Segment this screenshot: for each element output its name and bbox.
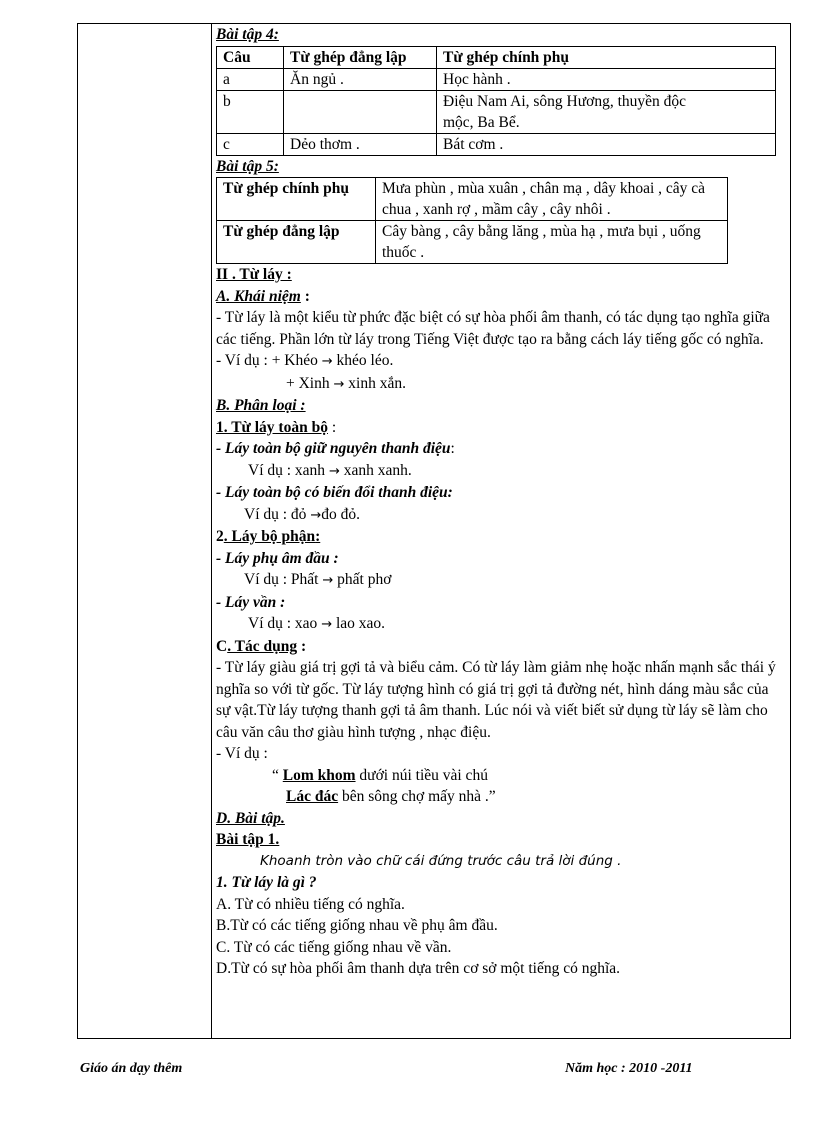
table-header-row [217,46,776,68]
bt5-table [216,177,728,264]
example-line [216,350,786,373]
subtype-heading: - Láy toàn bộ có biến đổi thanh điệu: [216,484,453,501]
subheading: . Láy bộ phận [223,528,316,545]
poem-line [216,765,786,787]
arrow-icon: → [321,354,333,369]
subheading-number: C [216,637,228,655]
example-source: Ví dụ : xao [248,615,318,632]
arrow-icon: → [321,617,333,632]
col-header-cau: Câu [217,46,284,68]
bt4-title: Bài tập 4: [216,26,279,43]
left-column [78,24,212,1038]
row-value: Cây bàng , cây bằng lăng , mùa hạ , mưa bụi , uống thuốc . [376,221,728,264]
bt5-title: Bài tập 5: [216,157,279,175]
subheading: 1. Từ láy toàn bộ [216,418,328,436]
instruction: Khoanh tròn vào chữ cái đứng trước câu trả lời đúng . [260,852,622,869]
cell-cau: c [217,133,284,155]
row-value: Mưa phùn , mùa xuân , chân mạ , dây khoai , cây cà chua , xanh rợ , mầm cây , cây nhôi . [376,178,728,221]
colon: : [297,637,307,655]
colon: : [300,287,310,305]
table-row [217,221,728,264]
poem-text: bên sông chợ mấy nhà .” [338,788,496,805]
footer-left: Giáo án dạy thêm [80,1061,183,1076]
arrow-icon: → [333,376,345,392]
example-line [216,373,786,396]
section-title: II . Từ láy : [216,266,292,283]
cell-dang-lap [284,90,437,133]
example-line [216,569,786,592]
example-result: xanh xanh. [343,461,412,479]
colon: : [450,440,455,457]
answer-option: D.Từ có sự hòa phối âm thanh dựa trên cơ sở một tiếng có nghĩa. [216,960,621,977]
footer-right: Năm học : 2010 -2011 [565,1061,693,1076]
bai-tap-1-heading: Bài tập 1. [216,831,280,848]
content-column [216,24,786,980]
example-result: đo đỏ. [321,505,360,523]
subtype-heading: - Láy vần : [216,593,286,611]
answer-option: B.Từ có các tiếng giống nhau về phụ âm đầu. [216,917,498,934]
table-row [217,90,776,133]
example-result: xinh xắn. [348,374,406,392]
question: 1. Từ láy là gì ? [216,874,317,891]
phan-loai-heading: B. Phân loại : [216,397,306,414]
example-line [216,460,786,483]
example-result: khéo léo. [336,352,394,369]
tac-dung-heading: . Tác dụng [227,637,298,655]
bai-tap-heading: D. Bài tập. [216,809,285,827]
row-label: Từ ghép đẳng lập [217,221,376,264]
col-header-chinh-phu: Từ ghép chính phụ [437,46,776,68]
quote-mark: “ [272,766,283,784]
cell-chinh-phu: Học hành . [437,68,776,90]
poem-highlight: Lom khom [282,766,356,784]
poem-line [216,786,786,808]
subheading-number: 2 [216,528,224,545]
tac-dung-text: - Từ láy giàu giá trị gợi tả và biểu cảm. Có từ láy làm giảm nhẹ hoặc nhấn mạnh sắc thái ý nghĩa so với từ gốc. Từ láy tượng hình có giá trị gợi tả đường nét, hình dáng màu sắc của sự vật.Từ láy tượng thanh gợi tả âm thanh. Lúc nói và viết biết sử dụng từ láy sẽ làm cho câu văn câu thơ giàu hình tượng , nhạc điệu. [216,659,776,741]
subtype-heading: - Láy phụ âm đầu : [216,549,339,567]
khai-niem-heading: A. Khái niệm [216,287,301,305]
example-line [216,504,786,527]
example-line [216,613,786,636]
khai-niem-text: - Từ láy là một kiểu từ phức đặc biệt có sự hòa phối âm thanh, có tác dụng tạo nghĩa giữa các tiếng. Phần lớn từ láy trong Tiếng Việt được tạo ra bằng cách láy tiếng gốc có nghĩa. [216,309,770,348]
example-result: phất phơ [337,571,392,588]
cell-chinh-phu: Bát cơm . [437,133,776,155]
colon: : [315,528,321,545]
table-row [217,178,728,221]
cell-cau: a [217,68,284,90]
arrow-icon: → [328,463,340,479]
example-source: Ví dụ : Phất [244,571,319,588]
arrow-icon: → [310,507,322,523]
example-source: Ví dụ : đỏ [244,505,307,523]
example-source: Ví dụ : xanh [248,461,326,479]
poem-text: dưới núi tiều vài chú [355,766,488,784]
cell-chinh-phu: Điệu Nam Ai, sông Hương, thuyền độc mộc, Ba Bể. [437,90,776,133]
cell-cau: b [217,90,284,133]
table-row [217,68,776,90]
cell-dang-lap: Dẻo thơm . [284,133,437,155]
page-frame [77,23,791,1039]
example-label: - Ví dụ : [216,745,268,762]
bt4-table [216,46,776,156]
answer-option: C. Từ có các tiếng giống nhau về vần. [216,938,452,956]
example-result: lao xao. [335,615,386,632]
arrow-icon: → [322,573,334,588]
row-label: Từ ghép chính phụ [217,178,376,221]
example-source: + Xinh [286,374,330,392]
poem-highlight: Lác đác [286,788,339,805]
answer-option: A. Từ có nhiều tiếng có nghĩa. [216,895,405,913]
colon: : [327,418,337,436]
cell-dang-lap: Ăn ngủ . [284,68,437,90]
example-source: - Ví dụ : + Khéo [216,352,318,369]
col-header-dang-lap: Từ ghép đẳng lập [284,46,437,68]
table-row [217,133,776,155]
subtype-heading: - Láy toàn bộ giữ nguyên thanh điệu [216,440,451,457]
